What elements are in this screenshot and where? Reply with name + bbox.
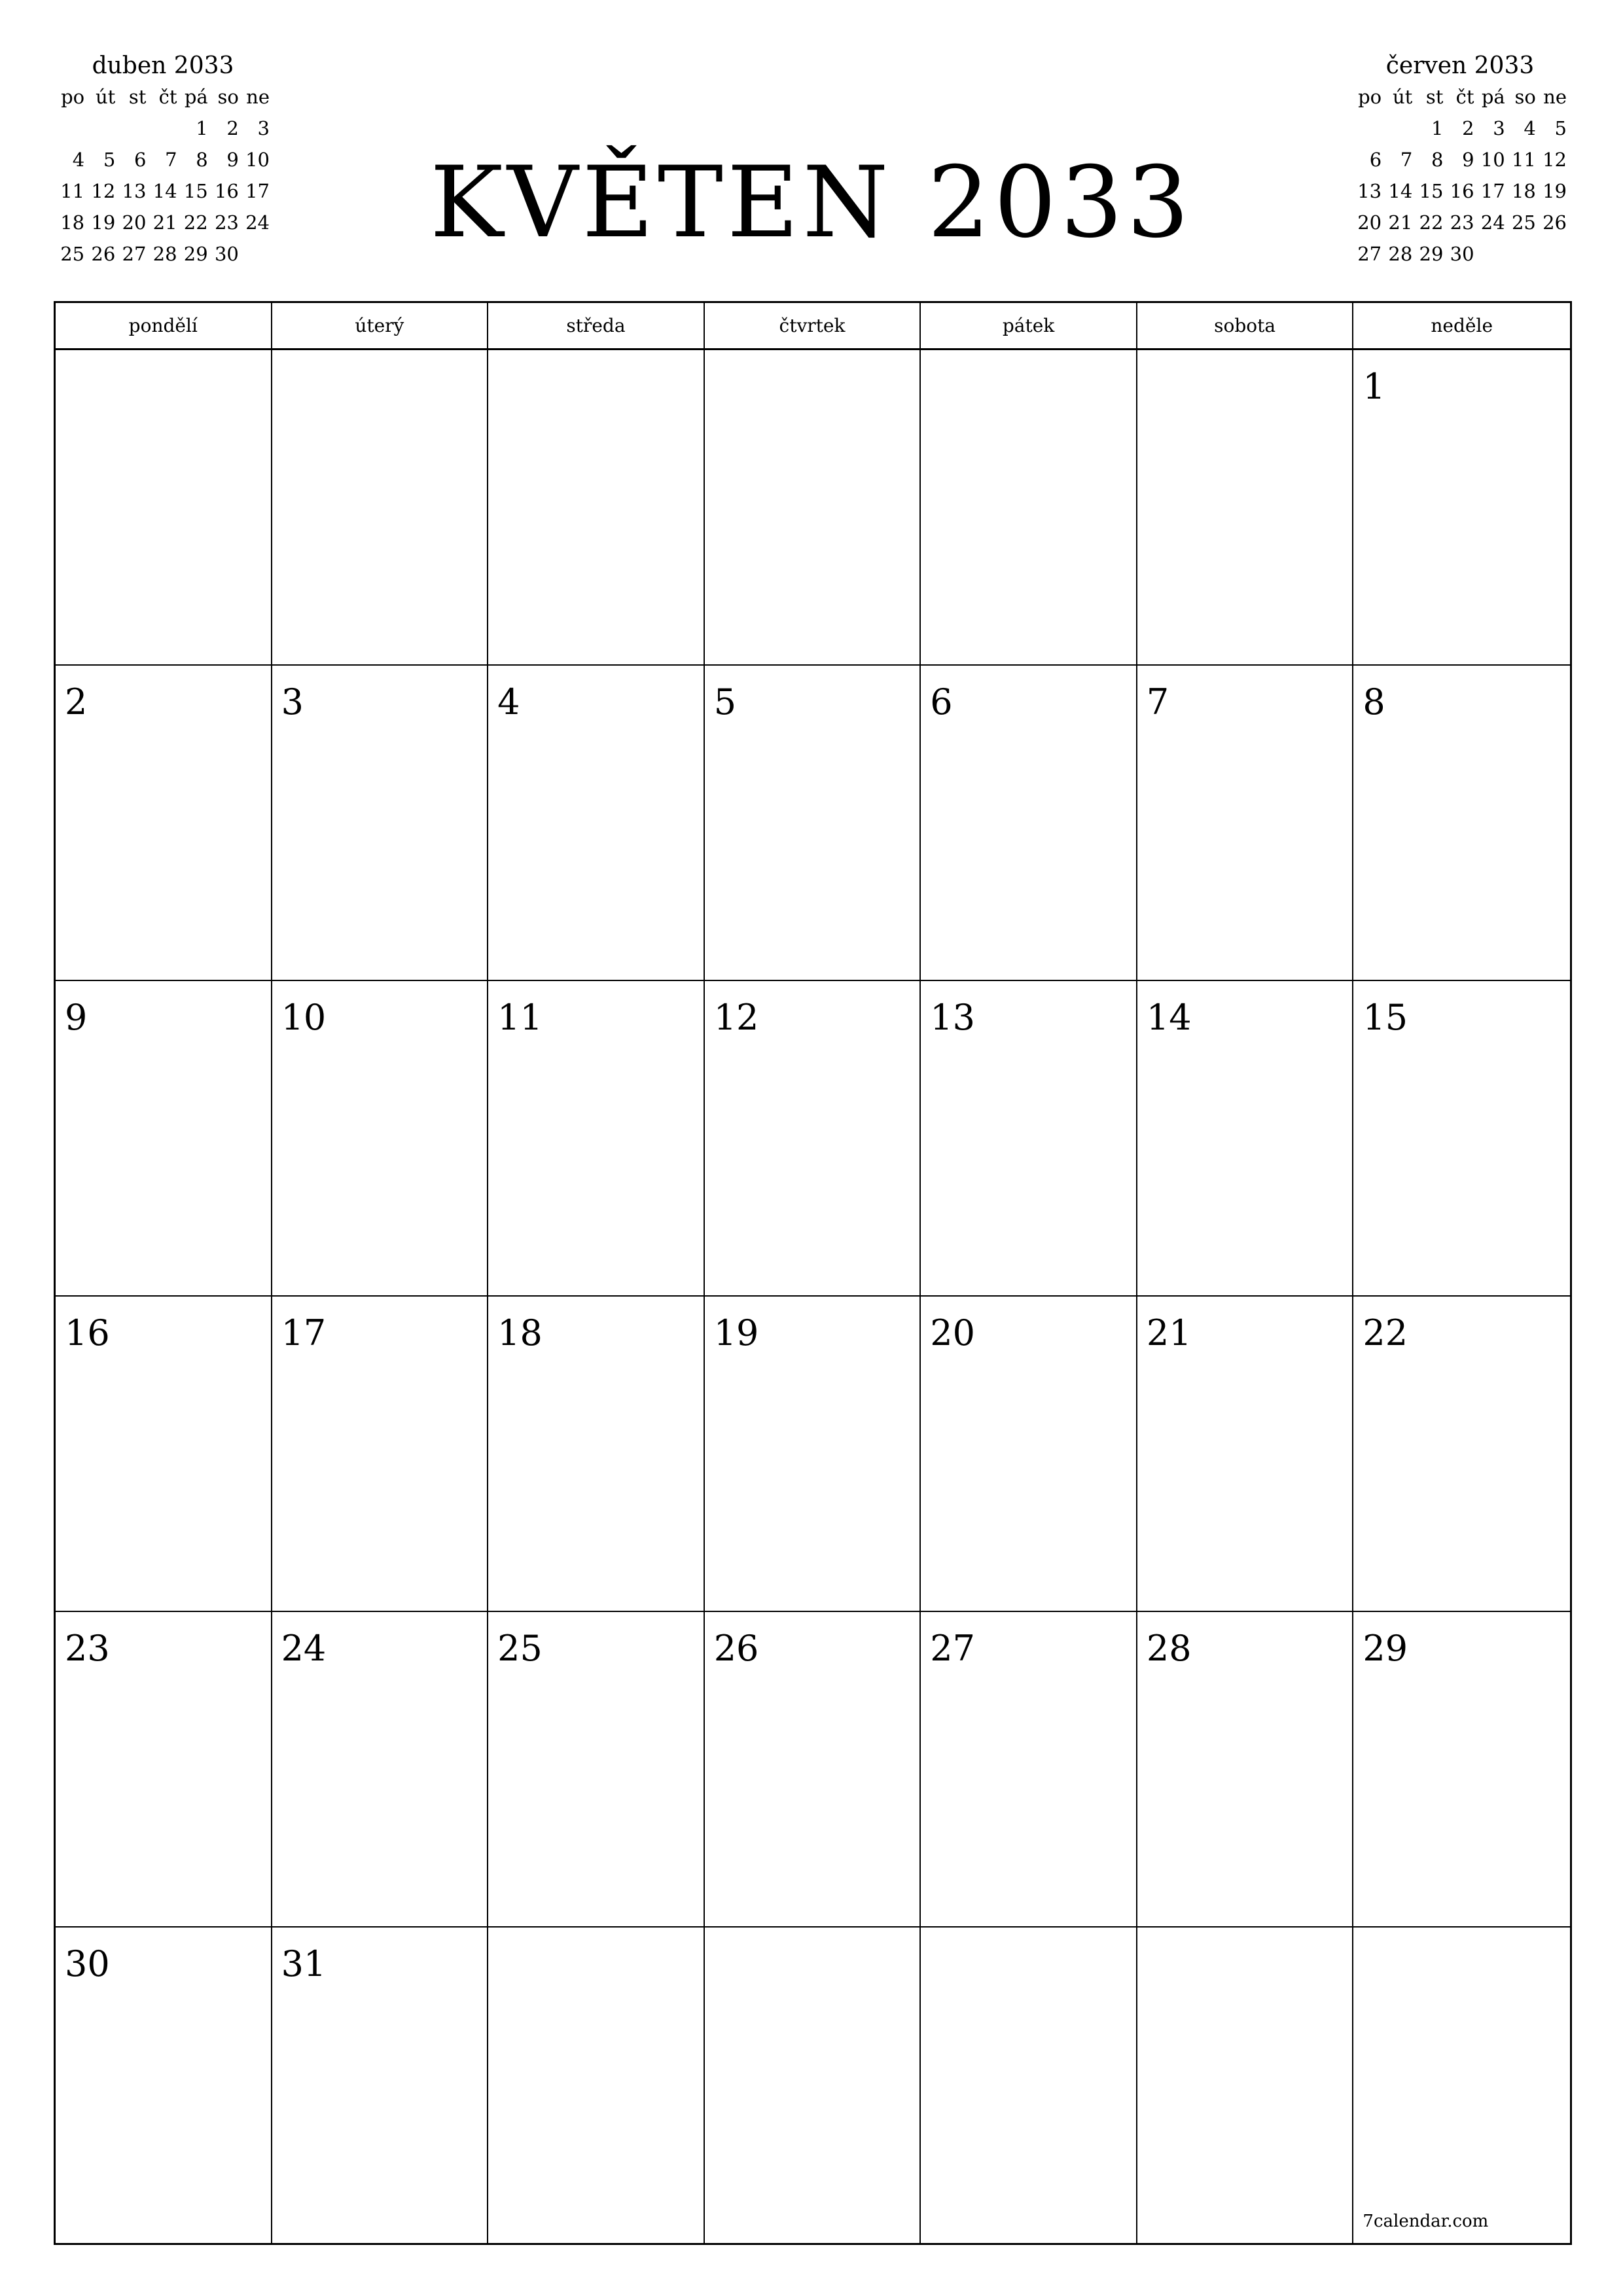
day-number: 5 — [713, 681, 737, 723]
mini-day-number: 9 — [1462, 149, 1474, 171]
mini-day-number: 17 — [245, 180, 270, 202]
day-number: 29 — [1363, 1628, 1408, 1669]
day-number: 27 — [930, 1628, 975, 1669]
mini-day-number: 21 — [1388, 211, 1413, 234]
day-cell[interactable] — [921, 666, 1137, 981]
day-cell[interactable] — [272, 350, 489, 666]
day-cell[interactable] — [272, 1928, 489, 2243]
mini-weekday-label: čt — [158, 86, 177, 108]
mini-day-number: 1 — [196, 117, 208, 139]
day-cell[interactable] — [56, 350, 272, 666]
mini-day-number: 13 — [1357, 180, 1382, 202]
calendar-days — [56, 350, 1570, 2243]
weekday-header: úterý — [272, 303, 489, 348]
day-cell[interactable] — [1353, 981, 1570, 1297]
day-cell[interactable] — [705, 1297, 921, 1612]
day-number: 23 — [65, 1628, 110, 1669]
mini-day-number: 25 — [1511, 211, 1536, 234]
day-cell[interactable] — [488, 1928, 705, 2243]
mini-day-number: 6 — [134, 149, 147, 171]
day-number: 31 — [281, 1943, 327, 1984]
mini-day-number: 19 — [1543, 180, 1567, 202]
mini-day-number: 7 — [1400, 149, 1413, 171]
mini-day-number: 29 — [1419, 243, 1444, 265]
mini-day-number: 20 — [1357, 211, 1382, 234]
day-cell[interactable] — [1353, 1297, 1570, 1612]
mini-day-number: 1 — [1431, 117, 1444, 139]
mini-day-number: 3 — [257, 117, 270, 139]
mini-day-number: 17 — [1480, 180, 1505, 202]
mini-weekday-label: ne — [246, 86, 270, 108]
day-cell[interactable] — [488, 981, 705, 1297]
mini-day-number — [1476, 238, 1507, 270]
mini-day-number: 27 — [1357, 243, 1382, 265]
day-cell[interactable] — [1137, 666, 1354, 981]
weekday-header: sobota — [1137, 303, 1354, 348]
day-cell[interactable] — [488, 350, 705, 666]
day-cell[interactable] — [56, 1928, 272, 2243]
mini-weekday-label: ne — [1543, 86, 1567, 108]
page-title: KVĚTEN 2033 — [429, 146, 1194, 260]
mini-day-number: 5 — [1554, 117, 1567, 139]
day-cell[interactable] — [705, 666, 921, 981]
mini-weekday-label: so — [217, 86, 239, 108]
day-cell[interactable] — [921, 1928, 1137, 2243]
mini-day-number: 18 — [1511, 180, 1536, 202]
mini-weekday-label: po — [61, 86, 85, 108]
day-number: 16 — [65, 1312, 110, 1354]
mini-day-number: 8 — [196, 149, 208, 171]
day-number: 20 — [930, 1312, 975, 1354]
day-number: 18 — [497, 1312, 543, 1354]
mini-day-number — [1537, 238, 1568, 270]
mini-day-number: 8 — [1431, 149, 1444, 171]
day-cell[interactable] — [921, 1612, 1137, 1928]
mini-day-number: 2 — [1462, 117, 1474, 139]
mini-day-number: 30 — [214, 243, 239, 265]
mini-day-number — [1507, 238, 1537, 270]
mini-day-number: 6 — [1369, 149, 1382, 171]
day-cell[interactable] — [488, 1612, 705, 1928]
mini-calendar-title: červen 2033 — [1385, 52, 1535, 79]
mini-day-number: 16 — [214, 180, 239, 202]
mini-calendar-title: duben 2033 — [92, 52, 234, 79]
mini-weekday-label: čt — [1455, 86, 1474, 108]
day-cell[interactable] — [1353, 1612, 1570, 1928]
mini-day-number: 24 — [1480, 211, 1505, 234]
mini-day-number: 18 — [60, 211, 85, 234]
day-number: 9 — [65, 997, 88, 1038]
day-cell[interactable] — [705, 981, 921, 1297]
mini-day-number: 13 — [122, 180, 147, 202]
mini-day-number: 26 — [91, 243, 116, 265]
day-number: 24 — [281, 1628, 327, 1669]
day-cell[interactable] — [56, 1612, 272, 1928]
mini-day-number: 10 — [1480, 149, 1505, 171]
day-cell[interactable] — [272, 1297, 489, 1612]
mini-day-number: 12 — [1543, 149, 1567, 171]
mini-day-number: 26 — [1543, 211, 1567, 234]
mini-day-number — [1352, 113, 1383, 144]
mini-day-number: 7 — [165, 149, 177, 171]
mini-day-number: 21 — [152, 211, 177, 234]
day-cell[interactable] — [1137, 1297, 1354, 1612]
mini-weekday-label: st — [1425, 86, 1444, 108]
mini-weekday-label: so — [1514, 86, 1536, 108]
footer-credit: 7calendar.com — [1363, 2212, 1489, 2231]
mini-weekday-label: po — [1358, 86, 1382, 108]
mini-day-number: 24 — [245, 211, 270, 234]
day-cell[interactable] — [56, 666, 272, 981]
day-cell[interactable] — [1137, 1612, 1354, 1928]
mini-day-number: 28 — [1388, 243, 1413, 265]
mini-calendar-grid — [1352, 81, 1568, 270]
mini-day-number — [86, 113, 116, 144]
day-number: 28 — [1146, 1628, 1192, 1669]
day-cell[interactable] — [705, 1612, 921, 1928]
mini-day-number: 27 — [122, 243, 147, 265]
mini-day-number: 15 — [183, 180, 208, 202]
mini-day-number: 19 — [91, 211, 116, 234]
mini-day-number: 4 — [72, 149, 85, 171]
day-number: 13 — [930, 997, 975, 1038]
day-number: 4 — [497, 681, 520, 723]
day-cell[interactable] — [56, 1297, 272, 1612]
day-cell[interactable] — [921, 350, 1137, 666]
day-cell[interactable] — [1137, 350, 1354, 666]
day-number: 21 — [1146, 1312, 1192, 1354]
mini-day-number: 30 — [1450, 243, 1474, 265]
mini-day-number: 2 — [226, 117, 239, 139]
mini-weekday-label: st — [128, 86, 147, 108]
mini-day-number: 16 — [1450, 180, 1474, 202]
mini-day-number: 4 — [1524, 117, 1536, 139]
mini-day-number: 11 — [60, 180, 85, 202]
mini-weekday-label: út — [1392, 86, 1413, 108]
mini-day-number: 3 — [1493, 117, 1505, 139]
mini-day-number: 12 — [91, 180, 116, 202]
day-cell[interactable] — [1137, 1928, 1354, 2243]
weekday-header: čtvrtek — [705, 303, 921, 348]
day-cell[interactable] — [1353, 1928, 1570, 2243]
mini-calendar-next-month — [1352, 51, 1568, 270]
day-cell[interactable] — [921, 981, 1137, 1297]
day-cell[interactable] — [488, 1297, 705, 1612]
weekday-header: neděle — [1431, 315, 1493, 336]
mini-weekday-label: út — [95, 86, 116, 108]
mini-day-number: 10 — [245, 149, 270, 171]
weekday-header: pondělí — [56, 303, 272, 348]
mini-day-number: 23 — [214, 211, 239, 234]
day-cell[interactable] — [1137, 981, 1354, 1297]
day-cell[interactable] — [56, 981, 272, 1297]
day-number: 10 — [281, 997, 327, 1038]
day-number: 2 — [65, 681, 88, 723]
mini-day-number: 22 — [183, 211, 208, 234]
mini-weekday-label: pá — [184, 86, 208, 108]
weekday-header: středa — [488, 303, 705, 348]
mini-day-number: 23 — [1450, 211, 1474, 234]
day-cell[interactable] — [1353, 666, 1570, 981]
mini-day-number: 14 — [152, 180, 177, 202]
day-number: 6 — [930, 681, 953, 723]
weekday-header-row — [56, 303, 1570, 350]
day-cell[interactable] — [488, 666, 705, 981]
month-calendar-grid — [54, 301, 1572, 2245]
day-number: 14 — [1146, 997, 1192, 1038]
mini-day-number — [1383, 113, 1414, 144]
day-number: 1 — [1363, 366, 1385, 407]
day-number: 22 — [1363, 1312, 1408, 1354]
day-number: 26 — [713, 1628, 759, 1669]
mini-day-number: 20 — [122, 211, 147, 234]
day-cell[interactable] — [272, 666, 489, 981]
mini-day-number: 29 — [183, 243, 208, 265]
day-cell[interactable] — [921, 1297, 1137, 1612]
weekday-header: pátek — [921, 303, 1137, 348]
day-cell[interactable] — [272, 1612, 489, 1928]
mini-day-number: 11 — [1511, 149, 1536, 171]
mini-day-number — [55, 113, 86, 144]
day-number: 7 — [1146, 681, 1169, 723]
day-number: 8 — [1363, 681, 1385, 723]
day-cell[interactable] — [705, 1928, 921, 2243]
mini-day-number: 14 — [1388, 180, 1413, 202]
mini-day-number: 22 — [1419, 211, 1444, 234]
day-number: 3 — [281, 681, 304, 723]
mini-day-number: 9 — [226, 149, 239, 171]
mini-day-number: 15 — [1419, 180, 1444, 202]
day-cell[interactable] — [705, 350, 921, 666]
day-number: 25 — [497, 1628, 543, 1669]
day-number: 11 — [497, 997, 543, 1038]
day-number: 12 — [713, 997, 759, 1038]
day-number: 30 — [65, 1943, 110, 1984]
day-number: 15 — [1363, 997, 1408, 1038]
mini-day-number: 5 — [103, 149, 116, 171]
day-number: 19 — [713, 1312, 759, 1354]
day-number: 17 — [281, 1312, 327, 1354]
mini-day-number: 28 — [152, 243, 177, 265]
day-cell[interactable] — [1353, 350, 1570, 666]
mini-day-number: 25 — [60, 243, 85, 265]
mini-day-number — [116, 113, 147, 144]
mini-day-number — [147, 113, 178, 144]
mini-weekday-label: pá — [1481, 86, 1505, 108]
day-cell[interactable] — [272, 981, 489, 1297]
